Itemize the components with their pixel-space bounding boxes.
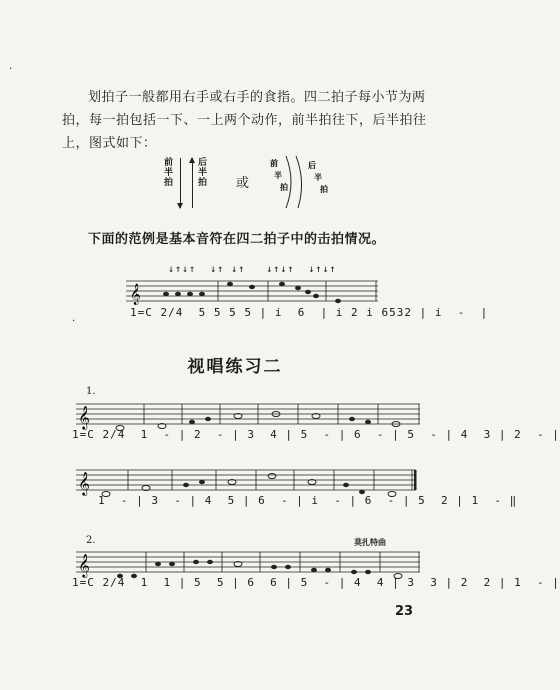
svg-text:𝄞: 𝄞 [130,284,141,305]
exercise1-staff-2 [76,466,422,496]
exercise-number: 1. [86,386,96,397]
up-arrow-icon [192,158,193,208]
exercise2-jianpu: 1=C 2/4 1 1 | 5 5 | 6 6 | 5 - | 4 4 | 3 3 | 2 2 | 1 - | [72,576,560,589]
example-staff [126,278,382,308]
svg-text:𝄞: 𝄞 [78,405,90,429]
exercise2-staff [76,548,422,578]
page-number: 23 [395,604,414,619]
second-half-label: 后 半 拍 [198,158,208,188]
svg-text:半: 半 [314,172,322,182]
svg-text:𝄞: 𝄞 [78,471,90,495]
first-half-label: 前 半 拍 [164,158,174,188]
exercise1-jianpu-2: 1 - | 3 - | 4 5 | 6 - | i - | 6 - | 5 2 | 1 - ‖ [98,494,518,507]
svg-text:拍: 拍 [280,182,288,192]
margin-dot: · [9,64,13,75]
intro-paragraph: 划拍子一般都用右手或右手的食指。四二拍子每小节为两拍，每一拍包括一下、一上两个动作，前半拍往下，后半拍往上，图式如下： [62,90,427,151]
margin-dot: · [72,316,76,327]
curved-beat-icon [268,152,338,212]
section-title: 视唱练习二 [187,357,283,377]
svg-text:前: 前 [270,158,278,168]
svg-text:𝄞: 𝄞 [78,553,90,577]
example-jianpu: 1=C 2/4 5 5 5 5 | i 6 | i 2 i 6532 | i - | [130,306,489,319]
exercise1-jianpu-1: 1=C 2/4 1 - | 2 - | 3 4 | 5 - | 6 - | 5 - | 4 3 | 2 - | [72,428,560,441]
example-paragraph: 下面的范例是基本音符在四二拍子中的击拍情况。 [88,232,386,247]
svg-text:后: 后 [308,160,316,170]
exercise1-staff-1 [76,400,422,430]
beat-arrows: ↓↑↓↑ ↓↑ ↓↑ ↓↑↓↑ ↓↑↓↑ [168,264,337,275]
down-arrow-icon [180,158,181,208]
or-label: 或 [236,176,250,191]
svg-text:拍: 拍 [320,184,328,194]
exercise-number: 2. [86,535,96,546]
svg-text:半: 半 [274,170,282,180]
composer-credit: 莫扎特曲 [354,537,386,547]
